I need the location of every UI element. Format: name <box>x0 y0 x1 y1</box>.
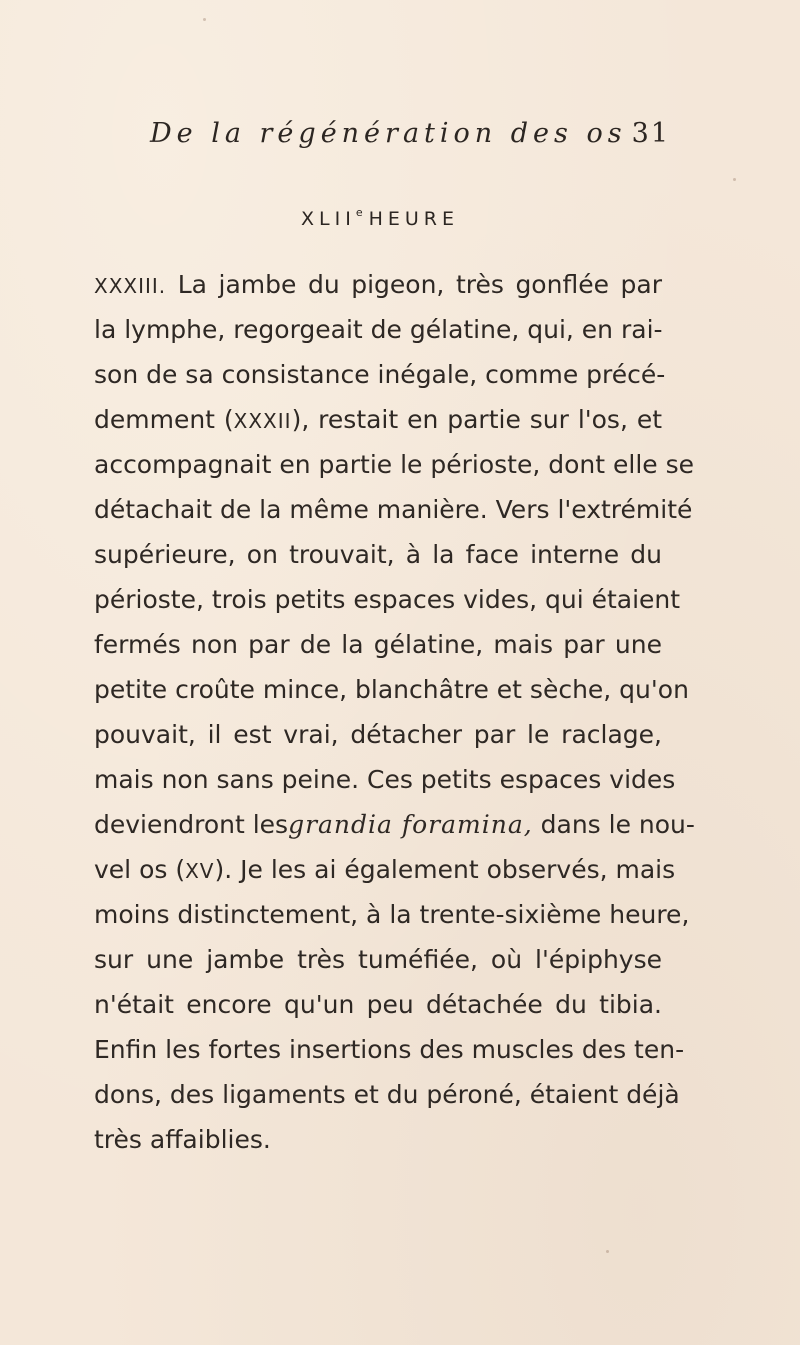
latin-term: grandia foramina, <box>288 810 533 839</box>
text-line: la lymphe, regorgeait de gélatine, qui, en rai- <box>94 315 663 344</box>
text-line: accompagnait en partie le périoste, dont elle se <box>94 450 694 479</box>
text-line: XXXIII. La jambe du pigeon, très gonflée par <box>94 270 662 299</box>
body-paragraph <box>94 262 695 1162</box>
text-line: demment (XXXII), restait en partie sur l'os, et <box>94 405 662 434</box>
text-line: pouvait, il est vrai, détacher par le raclage, <box>94 720 662 749</box>
section-superscript: e <box>355 206 363 219</box>
section-heading <box>0 206 760 230</box>
text-line: supérieure, on trouvait, à la face interne du <box>94 540 662 569</box>
text-line: n'était encore qu'un peu détachée du tibia. <box>94 990 662 1019</box>
text-line: mais non sans peine. Ces petits espaces vides <box>94 765 676 794</box>
text-line: sur une jambe très tuméfiée, où l'épiphyse <box>94 945 662 974</box>
text-line: périoste, trois petits espaces vides, qui étaient <box>94 585 681 614</box>
text-line: deviendront lesgrandia foramina, dans le nou- <box>94 810 695 839</box>
text-line: dons, des ligaments et du péroné, étaient déjà <box>94 1080 680 1109</box>
running-head <box>150 118 670 158</box>
section-word: HEURE <box>368 208 459 230</box>
section-numeral: XLII <box>301 208 356 230</box>
text-line: vel os (XV). Je les ai également observés, mais <box>94 855 676 884</box>
paragraph-ref-label: XXXIII. <box>94 274 167 298</box>
paper-speck <box>606 1250 609 1253</box>
running-title: De la régénération des os <box>150 118 627 149</box>
page-number: 31 <box>631 118 670 149</box>
paper-speck <box>203 18 206 21</box>
text-line: très affaiblies. <box>94 1125 271 1154</box>
text-line: Enfin les fortes insertions des muscles des ten- <box>94 1035 685 1064</box>
text-line: fermés non par de la gélatine, mais par une <box>94 630 662 659</box>
text-line: moins distinctement, à la trente-sixième heure, <box>94 900 690 929</box>
text-line: détachait de la même manière. Vers l'extrémité <box>94 495 693 524</box>
cross-reference: XXXII <box>233 409 292 433</box>
cross-reference: XV <box>185 859 215 883</box>
text-line: son de sa consistance inégale, comme précé- <box>94 360 666 389</box>
paper-speck <box>733 178 736 181</box>
text-line: petite croûte mince, blanchâtre et sèche, qu'on <box>94 675 689 704</box>
